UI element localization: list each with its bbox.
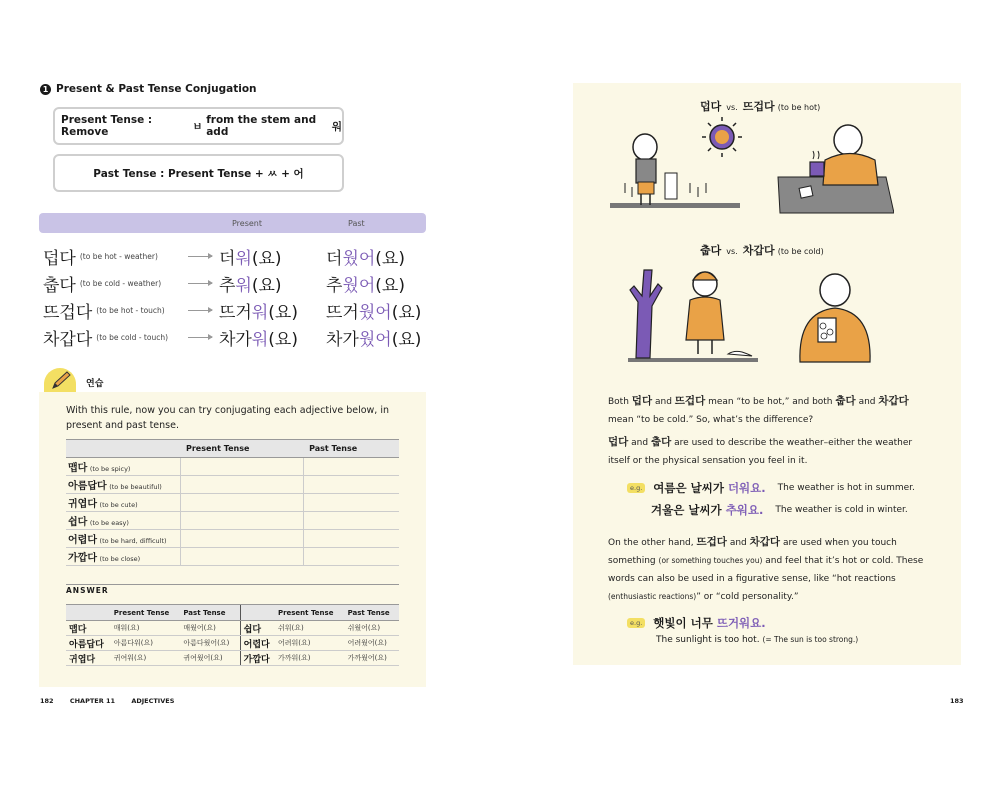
arrow-icon	[188, 310, 212, 311]
chapter-title: ADJECTIVES	[131, 697, 175, 705]
footer-left	[40, 697, 188, 705]
answer-col-header: Past Tense	[181, 605, 240, 621]
table-row: 맵다 매워(요) 매웠어(요) 쉽다 쉬워(요) 쉬웠어(요)	[66, 621, 399, 636]
section-title-text: Present & Past Tense Conjugation	[56, 83, 257, 95]
eg-tag: e.g.	[627, 618, 645, 628]
answer-cell[interactable]	[180, 548, 303, 566]
past-tense-rule: Past Tense : Present Tense + ㅆ + 어	[53, 154, 344, 192]
answer-cell[interactable]	[180, 494, 303, 512]
table-row: 귀엽다 (to be cute)	[66, 494, 399, 512]
answer-col-header: Present Tense	[112, 605, 182, 621]
practice-col-header: Present Tense	[180, 440, 303, 458]
answer-table	[66, 604, 399, 666]
practice-intro: With this rule, now you can try conjugating each adjective below, in present and past tense.	[66, 405, 389, 431]
table-row: 쉽다 (to be easy)	[66, 512, 399, 530]
answer-cell[interactable]	[303, 530, 399, 548]
answer-cell[interactable]	[180, 530, 303, 548]
conj-gloss: (to be cold - touch)	[96, 332, 168, 342]
vs-cold-title: 춥다 vs. 차갑다 (to be cold)	[700, 244, 824, 257]
page-number-right: 183	[950, 697, 964, 705]
answer-cell[interactable]	[180, 512, 303, 530]
conjugation-row	[43, 270, 433, 296]
conj-word: 덥다	[43, 248, 76, 269]
conjugation-row	[43, 324, 433, 350]
practice-col-header: Past Tense	[303, 440, 399, 458]
cold-illustration	[620, 262, 890, 370]
paragraph-touch: On the other hand, 뜨겁다 and 차갑다 are used when you touch something (or something touches you) and feel that it’s hot or cold. These words can also be used in a figurative sense, like “hot reactions (enthusiastic reactions)” or “cold personality.”	[608, 536, 924, 602]
divider	[66, 584, 399, 585]
conj-present: 뜨거워(요)	[219, 302, 298, 323]
rule1-end: 워	[331, 120, 342, 133]
chapter-label: CHAPTER 11	[69, 697, 116, 705]
arrow-icon	[188, 256, 212, 257]
conj-past: 더웠어(요)	[326, 248, 405, 269]
section-title	[40, 83, 257, 95]
conj-present: 차가워(요)	[219, 329, 298, 350]
arrow-icon	[188, 337, 212, 338]
pencil-icon	[44, 368, 76, 392]
conj-gloss: (to be hot - touch)	[96, 305, 165, 315]
hot-illustration	[610, 115, 894, 217]
conj-past: 추웠어(요)	[326, 275, 405, 296]
practice-label: 연습	[86, 379, 104, 389]
example-winter: 겨울은 날씨가 추워요. The weather is cold in winter.	[651, 503, 908, 517]
page-number: 182	[40, 697, 54, 705]
present-tense-rule	[53, 107, 344, 145]
table-row: 아름답다 아름다워(요) 아름다웠어(요) 어렵다 어려워(요) 어려웠어(요)	[66, 636, 399, 651]
header-past: Past	[348, 219, 365, 228]
conj-past: 차가웠어(요)	[326, 329, 422, 350]
conj-present: 더워(요)	[219, 248, 282, 269]
example-sunlight-translation: The sunlight is too hot. (= The sun is too strong.)	[656, 635, 859, 645]
conj-gloss: (to be hot - weather)	[79, 251, 158, 261]
answer-cell[interactable]	[303, 512, 399, 530]
conj-gloss: (to be cold - weather)	[79, 278, 162, 288]
answer-cell[interactable]	[303, 548, 399, 566]
answer-label: ANSWER	[66, 586, 109, 595]
answer-cell[interactable]	[180, 476, 303, 494]
answer-col-header: Present Tense	[276, 605, 346, 621]
conj-word: 춥다	[43, 275, 76, 296]
eg-tag: e.g.	[627, 483, 645, 493]
practice-table	[66, 439, 399, 566]
answer-cell[interactable]	[303, 458, 399, 476]
paragraph-weather: 덥다 and 춥다 are used to describe the weather–either the weather itself or the physical sensation you feel in it.	[608, 436, 913, 466]
answer-col-header: Past Tense	[346, 605, 399, 621]
rule1-suffix: from the stem and add	[206, 114, 317, 138]
conj-present: 추워(요)	[219, 275, 282, 296]
rule1-char: ㅂ	[192, 120, 203, 133]
header-present: Present	[232, 219, 263, 228]
table-row: 가깝다 (to be close)	[66, 548, 399, 566]
table-row: 귀엽다 귀여워(요) 귀여웠어(요) 가깝다 가까워(요) 가까웠어(요)	[66, 651, 399, 666]
conj-past: 뜨거웠어(요)	[326, 302, 422, 323]
example-sunlight: e.g. 햇빛이 너무 뜨거워요.	[627, 615, 766, 631]
conj-word: 뜨겁다	[43, 302, 93, 323]
paragraph-difference: Both 덥다 and 뜨겁다 mean “to be hot,” and both 춥다 and 차갑다 mean “to be cold.” So, what’s the difference?	[608, 395, 909, 425]
conj-word: 차갑다	[43, 329, 93, 350]
conjugation-row	[43, 243, 433, 269]
vs-hot-title: 덥다 vs. 뜨겁다 (to be hot)	[700, 100, 821, 113]
section-number: 1	[40, 84, 51, 95]
rule1-prefix: Present Tense : Remove	[61, 114, 153, 138]
answer-cell[interactable]	[303, 494, 399, 512]
arrow-icon	[188, 283, 212, 284]
table-row: 아름답다 (to be beautiful)	[66, 476, 399, 494]
table-row: 맵다 (to be spicy)	[66, 458, 399, 476]
answer-cell[interactable]	[303, 476, 399, 494]
answer-cell[interactable]	[180, 458, 303, 476]
practice-col-header	[66, 440, 180, 458]
table-row: 어렵다 (to be hard, difficult)	[66, 530, 399, 548]
conjugation-header	[39, 213, 426, 233]
example-summer: e.g. 여름은 날씨가 더워요. The weather is hot in summer.	[627, 480, 915, 496]
conjugation-row	[43, 297, 433, 323]
